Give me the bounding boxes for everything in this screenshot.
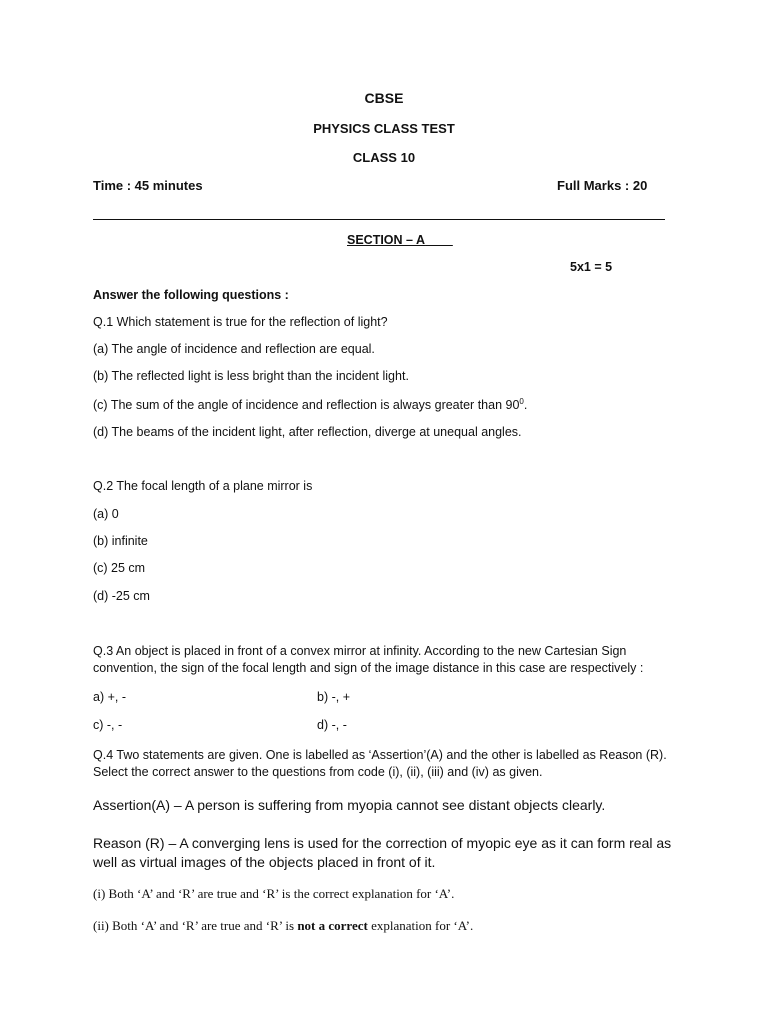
q2-option-c: (c) 25 cm: [93, 561, 146, 575]
full-marks-label: Full Marks : 20: [557, 178, 648, 193]
q1-option-a: (a) The angle of incidence and reflection are equal.: [93, 342, 375, 356]
q1-option-b: (b) The reflected light is less bright than the incident light.: [93, 369, 409, 383]
q4-option-ii-bold: not a correct: [297, 918, 368, 933]
section-title: SECTION – A: [347, 233, 426, 247]
q1-option-c-text: (c) The sum of the angle of incidence and reflection is always greater than 90: [93, 398, 520, 413]
q4-assertion: Assertion(A) – A person is suffering from myopia cannot see distant objects clearly.: [93, 797, 606, 813]
q3-option-b: b) -, +: [317, 690, 350, 704]
q2-stem: Q.2 The focal length of a plane mirror is: [93, 479, 313, 493]
q4-option-i: (i) Both ‘A’ and ‘R’ are true and ‘R’ is the correct explanation for ‘A’.: [93, 886, 455, 901]
q1-option-d: (d) The beams of the incident light, after reflection, diverge at unequal angles.: [93, 425, 522, 439]
q4-stem: Q.4 Two statements are given. One is labelled as ‘Assertion’(A) and the other is labelled as Reason (R). Select the correct answer to the questions from code (i), (ii), (iii) and (iv) as given.: [93, 748, 667, 779]
class-title: CLASS 10: [352, 150, 416, 165]
section-underline-extension: [425, 233, 453, 247]
q1-stem: Q.1 Which statement is true for the reflection of light?: [93, 315, 388, 329]
q4-option-ii: [93, 918, 473, 934]
section-instruction: Answer the following questions :: [93, 288, 289, 302]
q1-option-c: [93, 397, 527, 412]
q2-option-a: (a) 0: [93, 507, 119, 521]
q4-option-ii-post: explanation for ‘A’.: [367, 918, 474, 933]
q3-option-a: a) +, -: [93, 690, 126, 704]
section-heading: [347, 233, 453, 247]
q3-option-c: c) -, -: [93, 718, 123, 732]
q3-stem: Q.3 An object is placed in front of a convex mirror at infinity. According to the new Cartesian Sign convention, the sign of the focal length and sign of the image distance in this case are respectively :: [93, 644, 644, 675]
q3-option-d: d) -, -: [317, 718, 347, 732]
q1-option-c-end: .: [523, 398, 528, 413]
q2-option-d: (d) -25 cm: [93, 589, 150, 603]
header-divider: [93, 219, 665, 220]
test-title: PHYSICS CLASS TEST: [313, 121, 455, 136]
q2-option-b: (b) infinite: [93, 534, 148, 548]
board-title: CBSE: [364, 90, 404, 106]
q4-reason: Reason (R) – A converging lens is used for the correction of myopic eye as it can form real as well as virtual images of the objects placed in front of it.: [93, 835, 672, 870]
time-label: Time : 45 minutes: [93, 178, 203, 193]
section-marks: 5x1 = 5: [570, 260, 613, 274]
q4-option-ii-pre: (ii) Both ‘A’ and ‘R’ are true and ‘R’ is: [93, 918, 298, 933]
degree-symbol: 0: [519, 397, 524, 406]
